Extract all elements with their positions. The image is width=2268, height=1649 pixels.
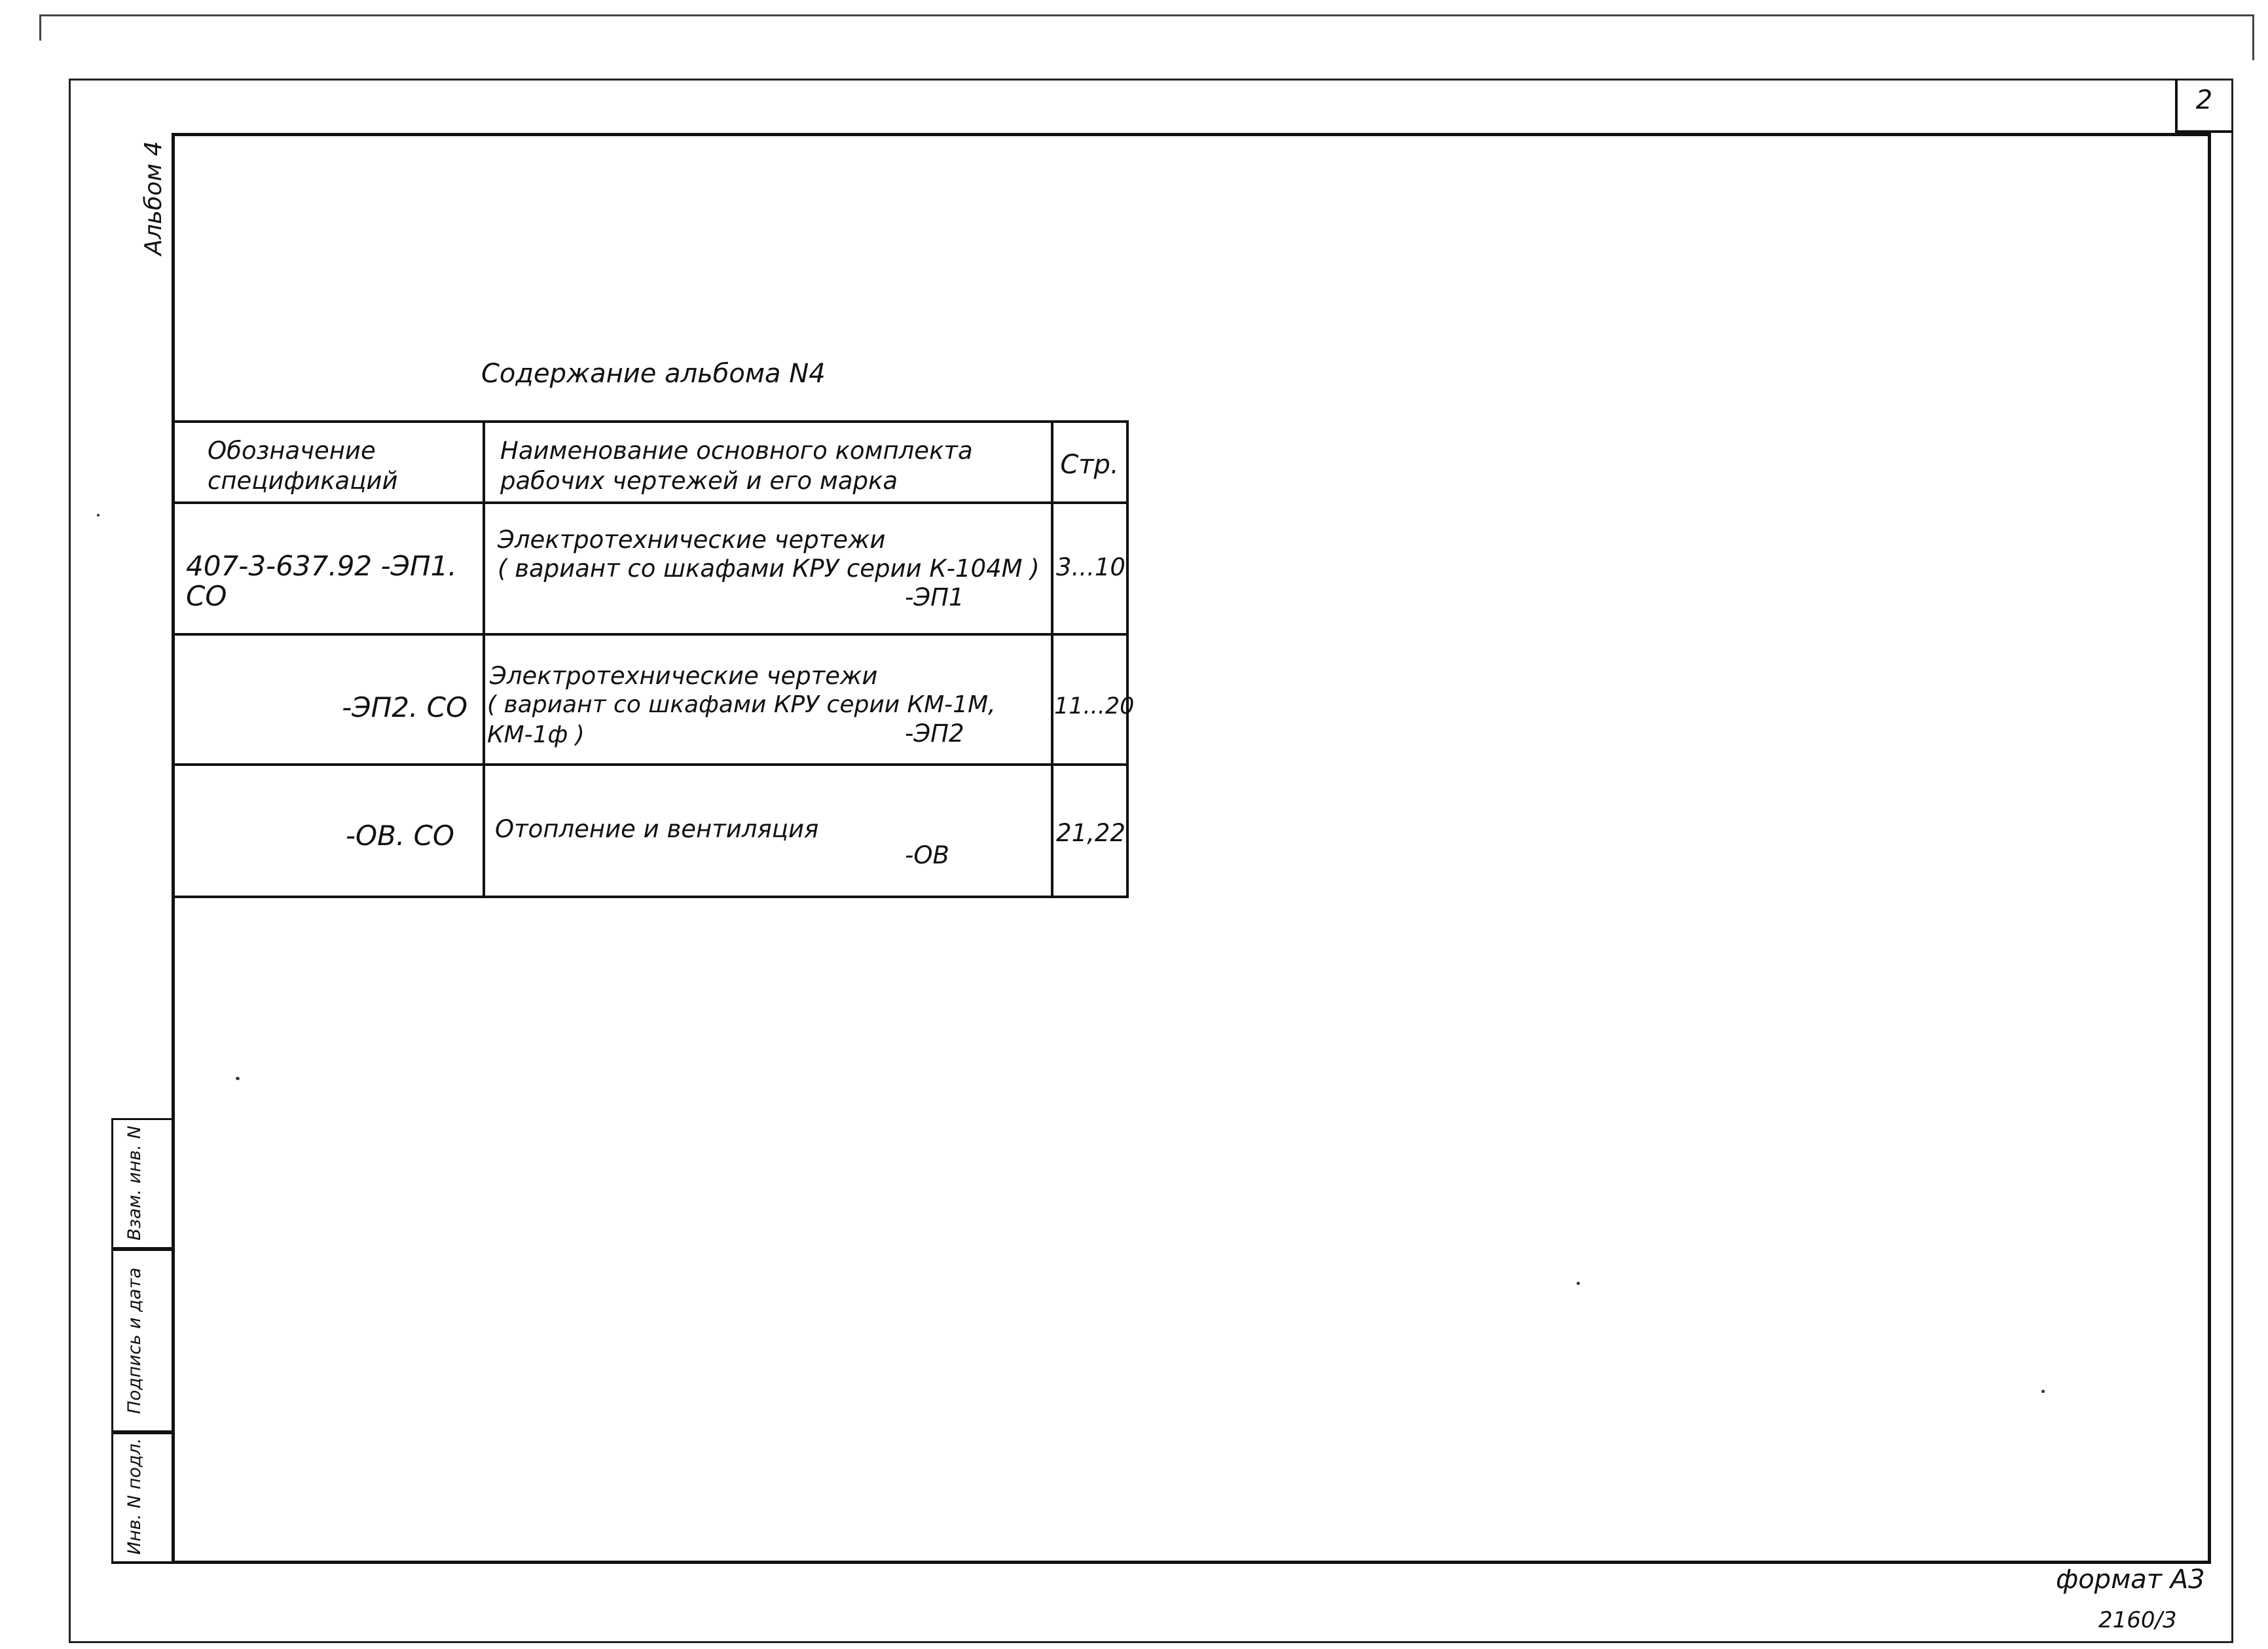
sheet-code: 2160/3 — [2098, 1607, 2177, 1633]
row3-designation: -ОВ. СО — [345, 820, 454, 852]
row3-pages: 21,22 — [1056, 819, 1125, 847]
scan-edge-right — [2252, 14, 2254, 60]
row1-pages: 3...10 — [1056, 553, 1125, 581]
row1-name-line1: Электротехнические чертежи — [498, 526, 886, 554]
table-rule — [1126, 420, 1129, 898]
header-name: Наименование основного комплекта рабочих чертежей и его марка — [500, 437, 973, 495]
page-title: Содержание альбома N4 — [481, 359, 826, 389]
row1-mark: -ЭП1 — [905, 583, 964, 611]
row1-name-line2: ( вариант со шкафами КРУ серии К-104М ) — [498, 554, 1040, 583]
scan-speck — [1577, 1282, 1580, 1285]
table-rule — [172, 896, 1129, 898]
table-rule — [172, 763, 1129, 766]
stamp-replaced-inv-label: Взам. инв. N — [124, 1125, 145, 1241]
contents-table — [172, 420, 1135, 898]
table-rule — [483, 420, 485, 898]
row1-designation: 407-3-637.92 -ЭП1. СО — [186, 550, 457, 612]
stamp-bottom-rule — [111, 1562, 174, 1564]
scan-speck — [2041, 1390, 2045, 1393]
format-label: формат А3 — [2056, 1565, 2205, 1595]
row3-name-line1: Отопление и вентиляция — [495, 815, 819, 843]
row2-pages: 11...20 — [1054, 693, 1135, 719]
row2-name-line1: Электротехнические чертежи — [490, 662, 878, 690]
scan-edge-top — [39, 14, 2252, 16]
scan-speck — [236, 1077, 240, 1080]
scan-edge-left — [39, 14, 41, 41]
page-number: 2 — [2195, 85, 2213, 115]
table-rule — [1051, 420, 1053, 898]
header-page: Стр. — [1060, 450, 1119, 480]
row3-mark: -ОВ — [905, 841, 949, 869]
table-rule — [172, 501, 1129, 504]
row2-mark: -ЭП2 — [905, 719, 964, 748]
row2-designation: -ЭП2. СО — [342, 691, 467, 723]
table-rule — [172, 420, 1129, 423]
scan-speck — [97, 514, 100, 516]
stamp-signature-date-label: Подпись и дата — [124, 1267, 145, 1414]
header-designation: Обозначение спецификаций — [208, 437, 398, 495]
stamp-inv-original-label: Инв. N подл. — [124, 1438, 145, 1555]
table-rule — [172, 633, 1129, 636]
row2-name-line2: ( вариант со шкафами КРУ серии КМ-1М, КМ-1ф ) — [487, 691, 996, 748]
album-label: Альбом 4 — [140, 141, 167, 255]
